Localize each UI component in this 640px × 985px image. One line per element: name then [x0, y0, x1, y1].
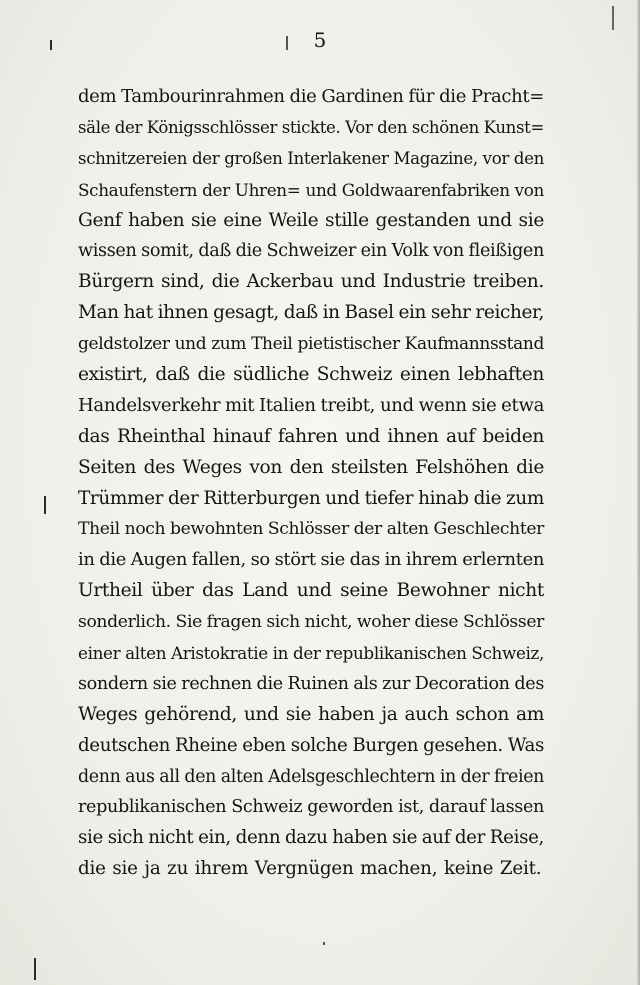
- scan-mark-left-bottom: [34, 958, 36, 980]
- scan-speck-lower: [323, 942, 325, 945]
- text-line: säle der Königsschlösser stickte. Vor den schönen Kunst=: [78, 117, 544, 137]
- text-line: Trümmer der Ritterburgen und tiefer hinab die zum: [78, 487, 544, 509]
- text-line: deutschen Rheine eben solche Burgen gesehen. Was: [78, 734, 544, 756]
- text-line: Genf haben sie eine Weile stille gestanden und sie: [78, 209, 544, 231]
- text-line: einer alten Aristokratie in der republikanischen Schweiz,: [78, 643, 544, 664]
- text-line: republikanischen Schweiz geworden ist, darauf lassen: [78, 797, 544, 818]
- scan-mark-right-top: [612, 6, 614, 30]
- text-line: dem Tambourinrahmen die Gardinen für die Pracht=: [78, 86, 544, 107]
- text-line: schnitzereien der großen Interlakener Magazine, vor den: [78, 148, 544, 168]
- text-line: Weges gehörend, und sie haben ja auch schon am: [78, 703, 544, 725]
- text-line-last: die sie ja zu ihrem Vergnügen machen, keine Zeit.: [78, 858, 542, 880]
- text-line: denn aus all den alten Adelsgeschlechtern in der freien: [78, 766, 544, 787]
- text-line: sonderlich. Sie fragen sich nicht, woher diese Schlösser: [78, 612, 544, 633]
- text-line: Bürgern sind, die Ackerbau und Industrie treiben.: [78, 271, 544, 293]
- text-line: Theil noch bewohnten Schlösser der alten Geschlechter: [78, 519, 544, 540]
- text-line: Urtheil über das Land und seine Bewohner nicht: [78, 580, 544, 602]
- text-line: Man hat ihnen gesagt, daß in Basel ein sehr reicher,: [78, 302, 544, 324]
- text-line: wissen somit, daß die Schweizer ein Volk von fleißigen: [78, 241, 544, 262]
- text-line: sondern sie rechnen die Ruinen als zur Decoration des: [78, 673, 544, 694]
- text-line: geldstolzer und zum Theil pietistischer Kaufmannsstand: [78, 334, 544, 355]
- text-line: das Rheinthal hinauf fahren und ihnen auf beiden: [78, 425, 544, 447]
- text-line: Handelsverkehr mit Italien treibt, und wenn sie etwa: [78, 394, 544, 416]
- page-number: 5: [313, 28, 327, 52]
- scan-mark-left-middle: [44, 496, 46, 514]
- text-line: in die Augen fallen, so stört sie das in ihrem erlernten: [78, 549, 544, 571]
- text-line: Schaufenstern der Uhren= und Goldwaarenfabriken von: [78, 179, 544, 200]
- text-line: Seiten des Weges von den steilsten Felshöhen die: [78, 456, 544, 478]
- body-text: [78, 82, 544, 885]
- text-line: existirt, daß die südliche Schweiz einen lebhaften: [78, 364, 544, 386]
- text-line: sie sich nicht ein, denn dazu haben sie auf der Reise,: [78, 827, 544, 849]
